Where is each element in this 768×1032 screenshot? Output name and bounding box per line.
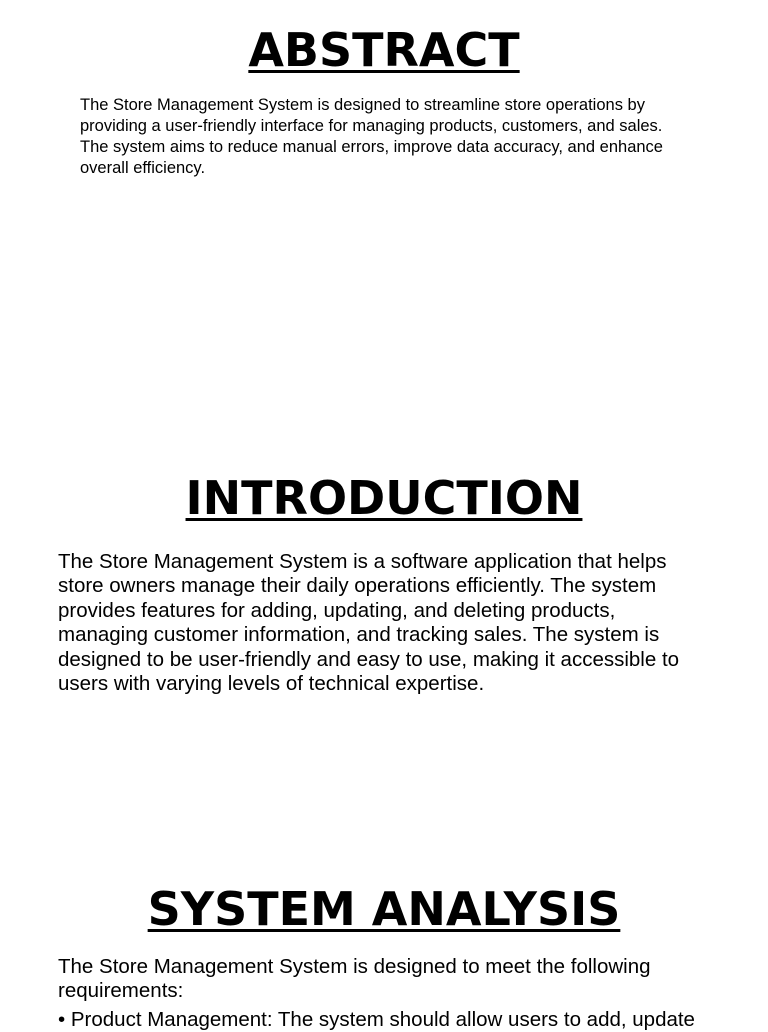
- system-analysis-heading: SYSTEM ANALYSIS: [147, 882, 621, 936]
- abstract-paragraph: The Store Management System is designed to streamline store operations by providing a user-friendly interface for managing products, customers, and sales. The system aims to reduce manual errors, improve data accuracy, and enhance overall efficiency.: [80, 96, 663, 177]
- abstract-heading: ABSTRACT: [248, 23, 520, 77]
- list-item: • Product Management: The system should allow users to add, update: [58, 1008, 695, 1031]
- requirements-list: [58, 1008, 758, 1032]
- system-analysis-paragraph: The Store Management System is designed to meet the following requirements:: [58, 955, 651, 1003]
- introduction-heading: INTRODUCTION: [185, 471, 583, 525]
- introduction-paragraph: The Store Management System is a software application that helps store owners manage their daily operations efficiently. The system provides features for adding, updating, and deleting products, managing customer information, and tracking sales. The system is designed to be user-friendly and easy to use, making it accessible to users with varying levels of technical expertise.: [58, 550, 680, 696]
